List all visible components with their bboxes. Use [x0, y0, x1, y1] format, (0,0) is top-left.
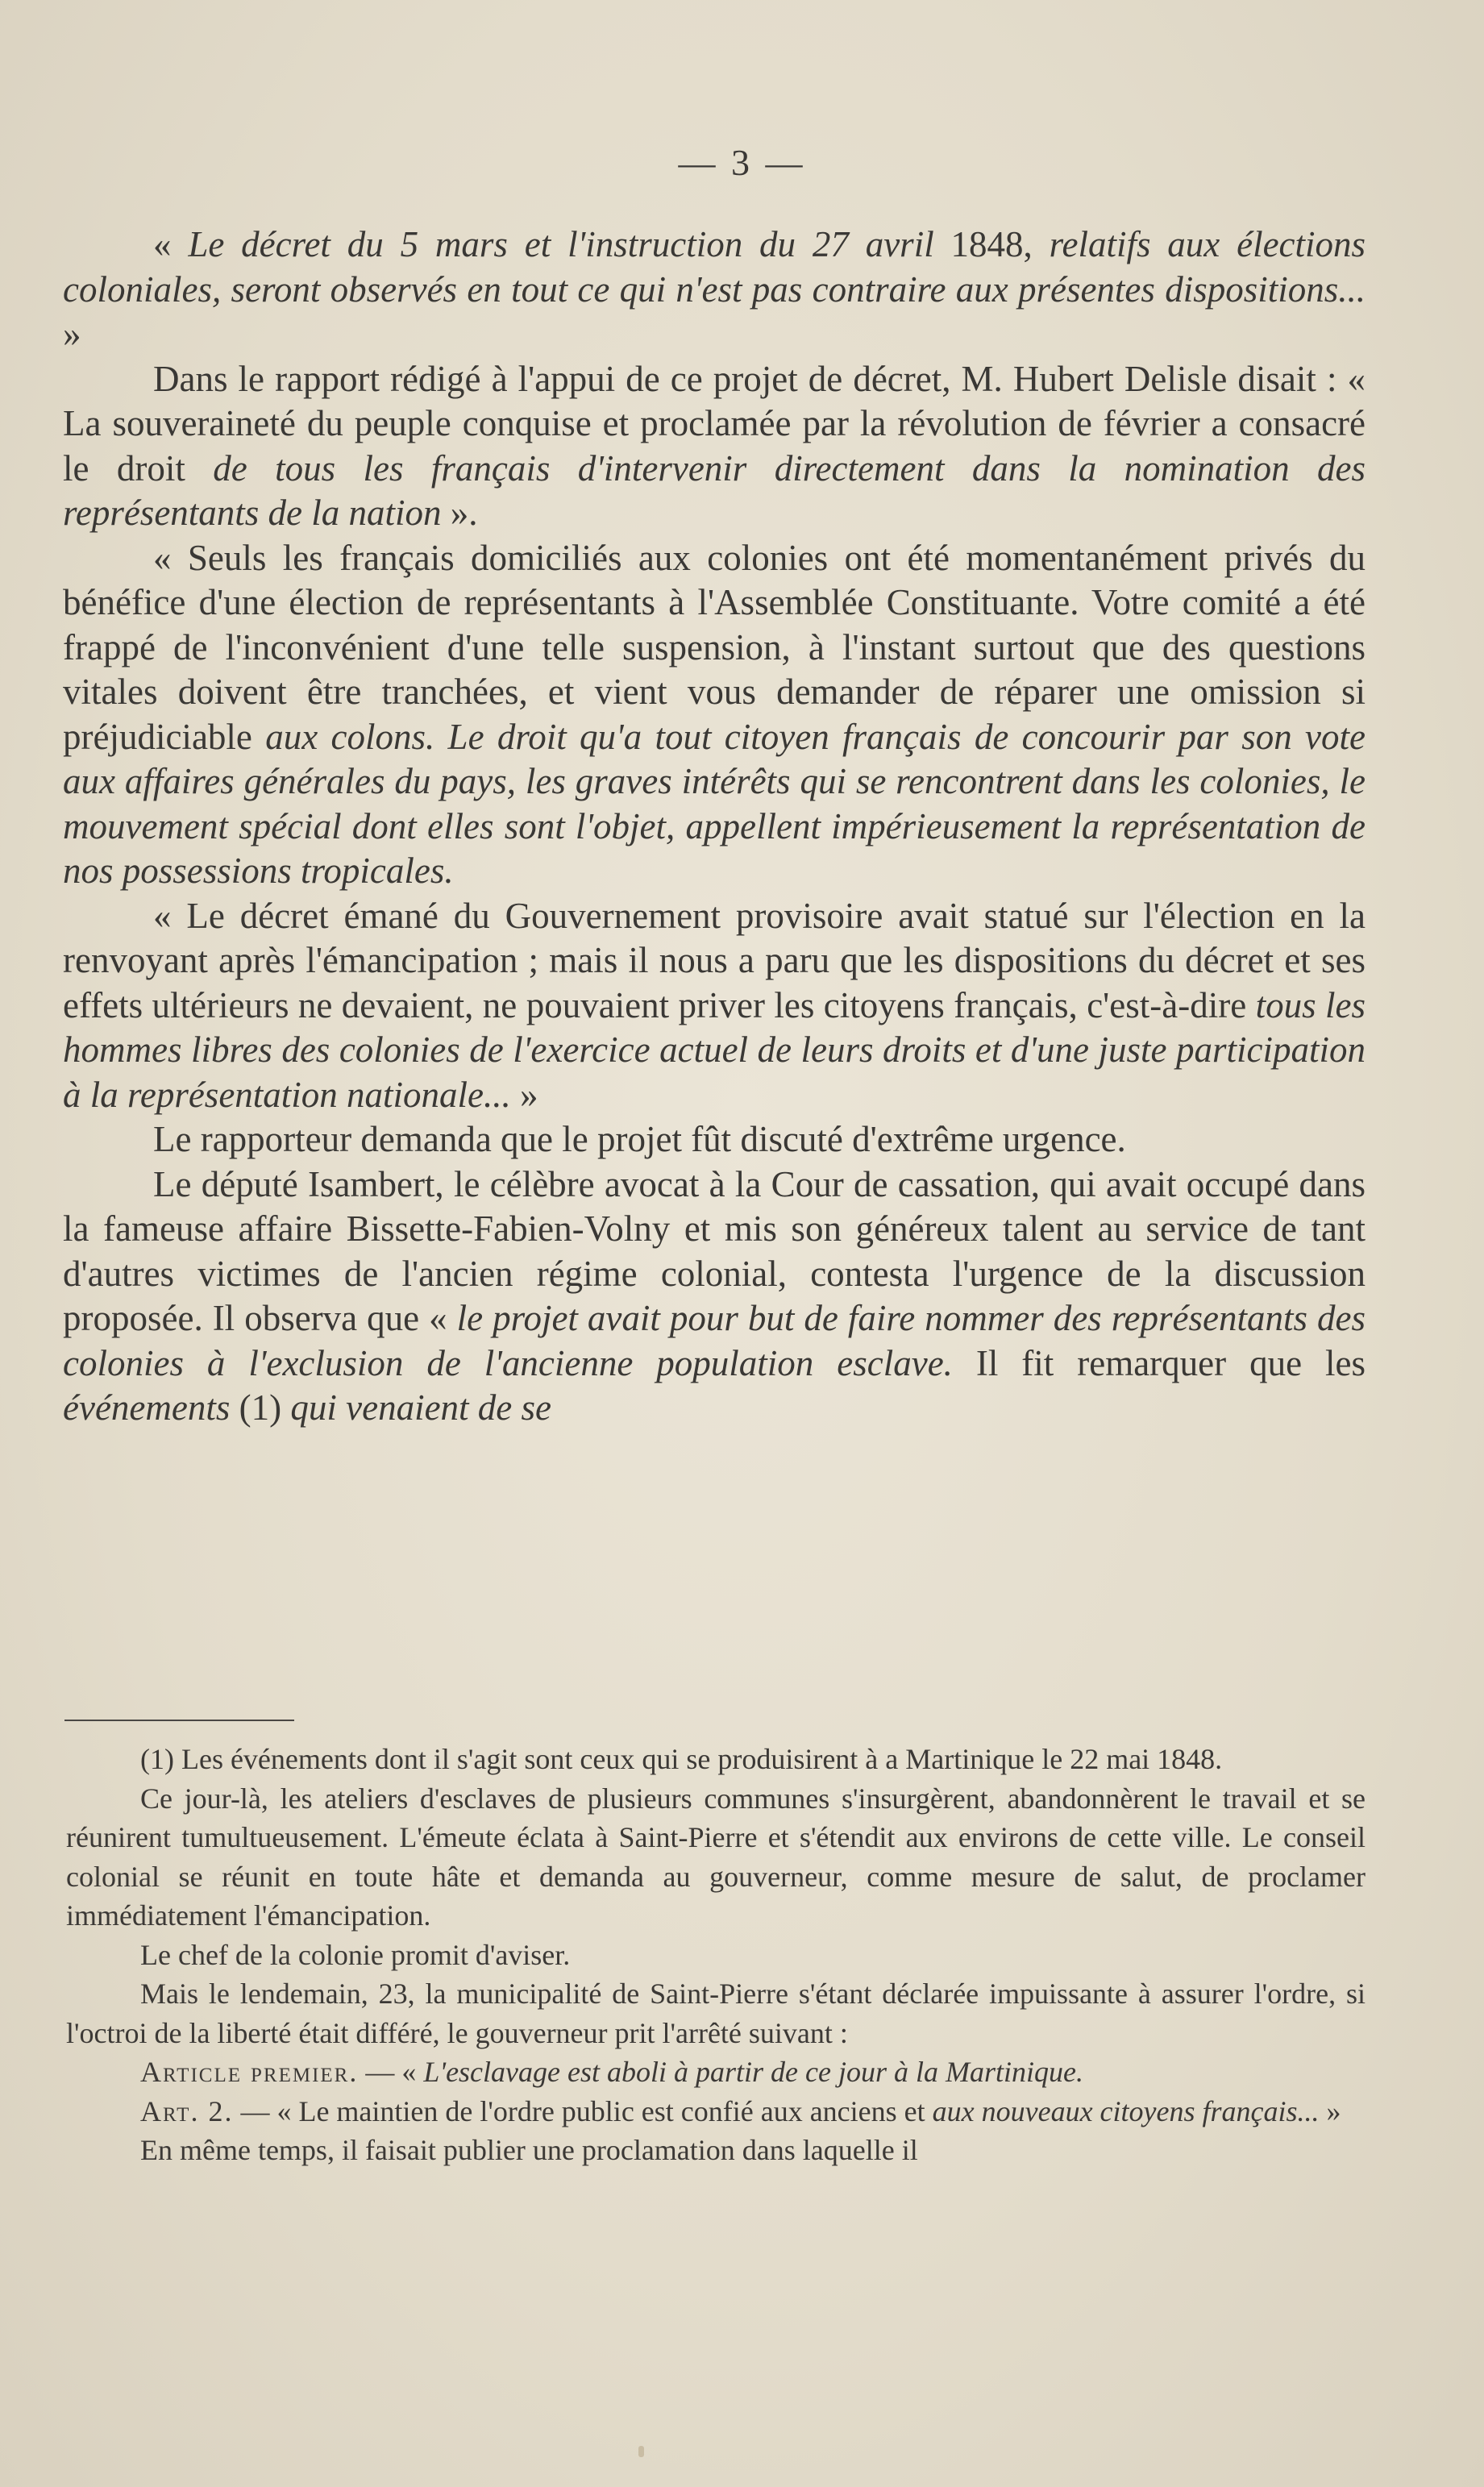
- text-run: Dans le rapport rédigé à l'appui de ce projet de décret, M. Hubert Delisle disait : « La souveraineté du peuple conquise et proclamée par la révolution de février a consacré le droit: [63, 358, 1366, 489]
- text-run: Ce jour-là, les ateliers d'esclaves de plusieurs communes s'insurgèrent, abandonnèrent le travail et se réunirent tumultueusement. L'émeute éclata à Saint-Pierre et s'étendit aux environs de cette ville. Le conseil colonial se réunit en toute hâte et demanda au gouverneur, comme mesure de salut, de proclamer immédiatement l'émancipation.: [66, 1782, 1366, 1932]
- text-run: 1848,: [933, 224, 1050, 264]
- footnote-separator: [64, 1720, 294, 1721]
- paragraph: [63, 894, 1366, 1118]
- text-run: »: [1319, 2094, 1341, 2127]
- italic-text: L'esclavage est aboli à partir de ce jour à la Martinique.: [423, 2056, 1083, 2088]
- paragraph: [63, 1117, 1366, 1162]
- text-run: — «: [358, 2056, 424, 2088]
- text-run: Il fit remarquer que les: [952, 1342, 1366, 1383]
- text-run: « Seuls les français domiciliés aux colonies ont été momentanément privés du bénéfice d'une élection de représentants à l'Assemblée Constituante. Votre comité a été frappé de l'inconvénient d'une telle suspension, à l'instant surtout que des questions vitales doivent être tranchées, et vient vous demander de réparer une omission si préjudiciable: [63, 537, 1366, 757]
- text-run: Art. 2.: [140, 2094, 234, 2127]
- italic-text: aux colons. Le droit qu'a tout citoyen français de concourir par son vote aux affaires générales du pays, les graves intérêts qui se rencontrent dans les colonies, le mouvement spécial dont elles sont l'objet, appellent impérieusement la représentation de nos possessions tropicales.: [63, 716, 1366, 891]
- main-text: [63, 222, 1366, 1431]
- italic-text: tous les hommes libres des colonies de l'exercice actuel de leurs droits et d'une juste participation à la représentation nationale...: [63, 984, 1366, 1115]
- text-run: (1): [230, 1387, 291, 1428]
- text-run: Le chef de la colonie promit d'aviser.: [140, 1938, 571, 1971]
- paper-speck: [638, 2446, 644, 2457]
- text-run: Article premier.: [140, 2056, 359, 2088]
- text-run: « Le décret émané du Gouvernement provisoire avait statué sur l'élection en la renvoyant après l'émancipation ; mais il nous a paru que les dispositions du décret et ses effets ultérieurs ne devaient, ne pouvaient priver les citoyens français, c'est-à-dire: [63, 895, 1366, 1025]
- text-run: ».: [441, 493, 478, 533]
- italic-text: relatifs aux élections coloniales, seront observés en tout ce qui n'est pas contraire aux présentes dispositions...: [63, 224, 1366, 310]
- footnotes: [66, 1740, 1366, 2170]
- italic-text: événements: [63, 1387, 231, 1428]
- footnote-paragraph: [66, 1936, 1366, 1975]
- text-run: — « Le maintien de l'ordre public est confié aux anciens et: [233, 2094, 933, 2127]
- footnote-paragraph: [66, 2131, 1366, 2170]
- text-run: Mais le lendemain, 23, la municipalité de Saint-Pierre s'étant déclarée impuissante à assurer l'ordre, si l'octroi de la liberté était différé, le gouverneur prit l'arrêté suivant :: [66, 1978, 1366, 2049]
- italic-text: qui venaient de se: [290, 1387, 552, 1428]
- text-run: (1) Les événements dont il s'agit sont ceux qui se produisirent à a Martinique le 22 mai 1848.: [140, 1743, 1223, 1775]
- page-number: — 3 —: [678, 142, 806, 183]
- italic-text: Le décret du 5 mars et l'instruction du 27 avril: [188, 224, 934, 264]
- paragraph: [63, 536, 1366, 894]
- text-run: Le député Isambert, le célèbre avocat à la Cour de cassation, qui avait occupé dans la fameuse affaire Bissette-Fabien-Volny et mis son généreux talent au service de tant d'autres victimes de l'ancien régime colonial, contesta l'urgence de la discussion proposée. Il observa que «: [63, 1163, 1366, 1338]
- footnote-paragraph: [66, 1779, 1366, 1936]
- text-run: En même temps, il faisait publier une proclamation dans laquelle il: [140, 2134, 918, 2166]
- text-run: »: [510, 1074, 538, 1115]
- italic-text: le projet avait pour but de faire nommer des représentants des colonies à l'exclusion de l'ancienne population esclave.: [63, 1298, 1366, 1383]
- footnote-paragraph: [66, 2092, 1366, 2131]
- text-run: «: [153, 224, 189, 264]
- italic-text: aux nouveaux citoyens français...: [932, 2094, 1320, 2127]
- text-run: »: [63, 314, 81, 354]
- paragraph: [63, 222, 1366, 357]
- footnote-paragraph: [66, 1974, 1366, 2052]
- footnote-paragraph: [66, 2052, 1366, 2092]
- italic-text: de tous les français d'intervenir directement dans la nomination des représentants de la nation: [63, 447, 1366, 533]
- footnote-paragraph: [66, 1740, 1366, 1779]
- text-run: Le rapporteur demanda que le projet fût discuté d'extrême urgence.: [153, 1119, 1126, 1159]
- paragraph: [63, 357, 1366, 536]
- paragraph: [63, 1162, 1366, 1431]
